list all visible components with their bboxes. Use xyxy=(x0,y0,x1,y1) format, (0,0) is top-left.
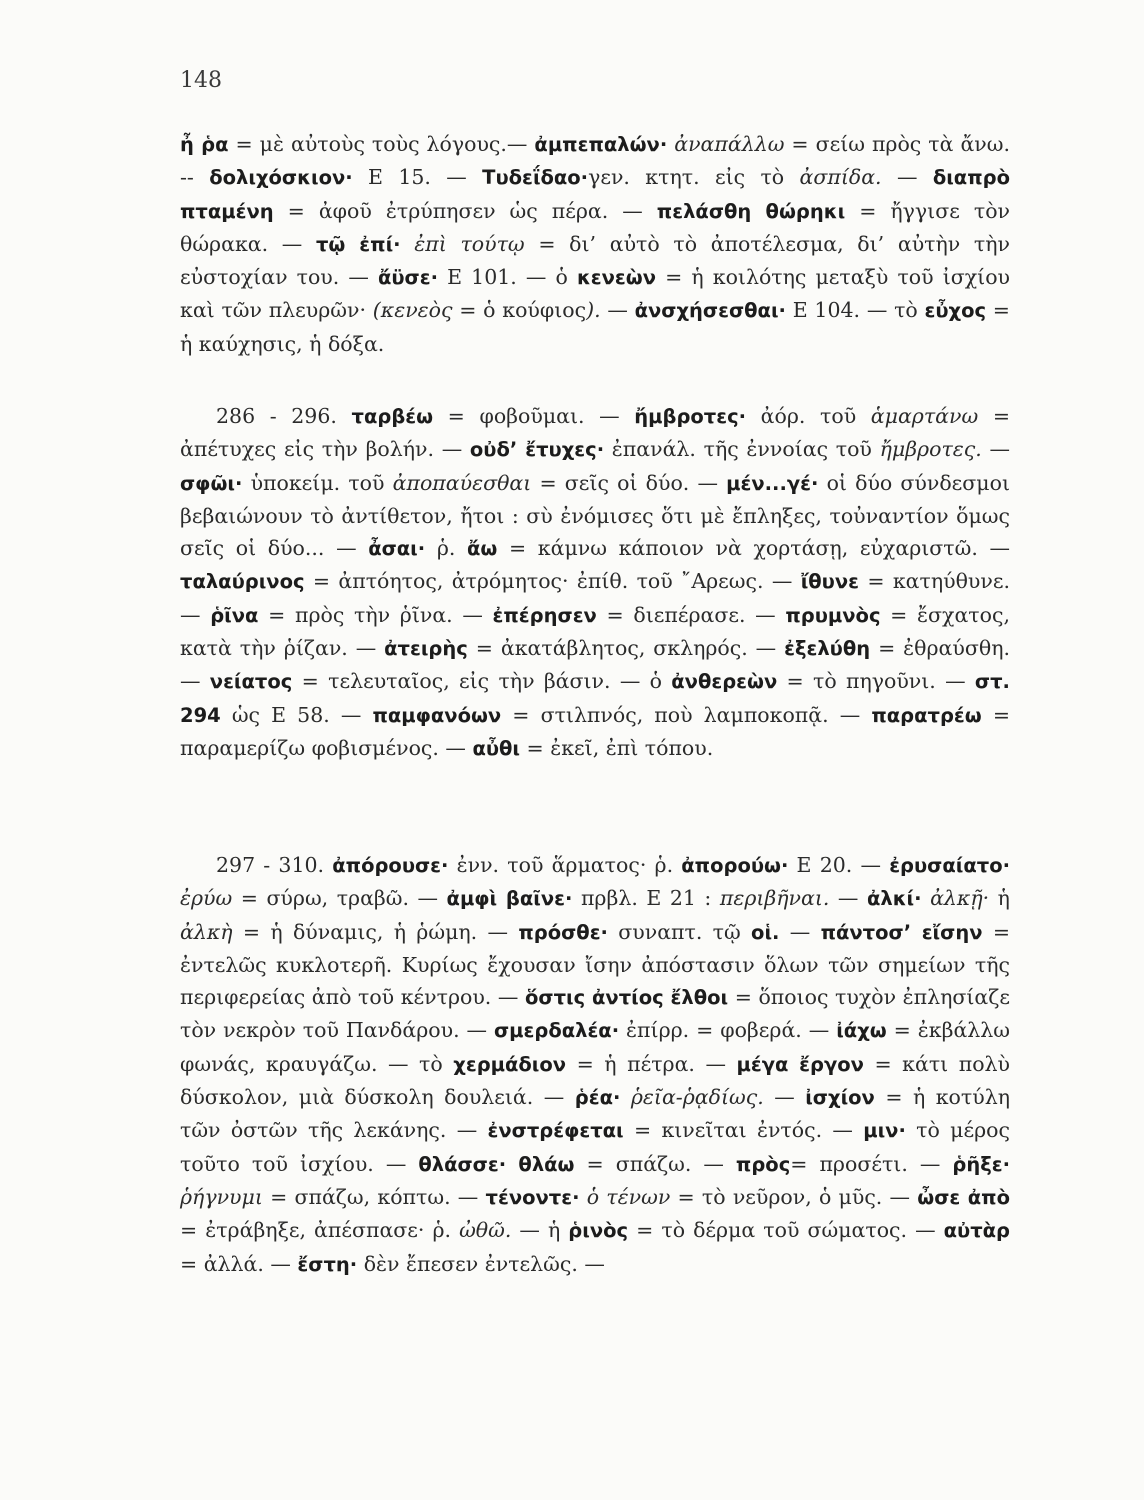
italic-term: ἀναπάλλω xyxy=(674,132,785,156)
headword: ἀμπεπαλών· xyxy=(534,133,668,156)
italic-term: ἤμβροτες. xyxy=(879,437,982,462)
headword: θλάσσε· θλάω xyxy=(418,1152,575,1176)
gloss-text: = πρὸς τὴν ῥῖνα. — xyxy=(258,602,493,627)
commentary-paragraph xyxy=(180,128,1010,360)
gloss-text: — xyxy=(779,919,821,944)
gloss-text: = κάτι πολὺ δύσκολον, μιὰ δύσκολη δουλειά. — xyxy=(180,1051,1011,1110)
gloss-text: ἡ xyxy=(989,886,1010,911)
headword: αὖθι xyxy=(472,736,521,760)
headword: ῥῖνα xyxy=(210,603,259,627)
headword: πάντοσ’ εἴσην xyxy=(820,920,983,944)
headword: χερμάδιον xyxy=(453,1052,567,1076)
italic-term: ἀλκῇ· xyxy=(930,886,990,911)
headword: ἀνσχήσεσθαι· xyxy=(634,299,786,323)
gloss-text: = σείω πρὸς τὰ ἄνω. -- xyxy=(180,132,1010,190)
gloss-text: = ἀπτόητος, ἀτρόμητος· ἐπίθ. τοῦ ῎Αρεως. — xyxy=(304,569,801,594)
gloss-text: συναπτ. τῷ xyxy=(607,919,752,944)
gloss-text: = ἐκβάλλω φωνάς, κραυγάζω. — τὸ xyxy=(180,1018,1010,1076)
gloss-text: δὲν ἔπεσεν ἐντελῶς. — xyxy=(357,1251,605,1276)
headword: εὖχος xyxy=(924,299,987,323)
headword: αὐτὰρ xyxy=(943,1219,1010,1243)
gloss-text: = τὸ νεῦρον, ὁ μῦς. — xyxy=(670,1184,918,1209)
headword: τῷ ἐπί· xyxy=(315,232,401,256)
headword: κενεὼν xyxy=(576,266,657,290)
headword: μέν...γέ· xyxy=(726,471,819,495)
gloss-text: = ἡ κοτύλη τῶν ὀστῶν τῆς λεκάνης. — xyxy=(180,1085,1010,1143)
gloss-text: = ἤγγισε τὸν θώρακα. — xyxy=(180,198,1010,256)
headword: πελάσθη θώρηκι xyxy=(656,199,846,223)
gloss-text: = δι’ αὐτὸ τὸ ἀποτέλεσμα, δι’ αὐτὴν τὴν εὐστοχίαν του. — xyxy=(180,231,1010,290)
gloss-text: = ὁ κούφιος xyxy=(452,298,587,323)
headword: δολιχόσκιον· xyxy=(209,166,353,190)
gloss-text: = κατηύθυνε. — xyxy=(180,569,1010,627)
gloss-text: = τελευταῖος, εἰς τὴν βάσιν. — ὁ xyxy=(292,669,672,694)
headword: ἀλκί· xyxy=(866,887,922,911)
headword: μιν· xyxy=(863,1119,906,1143)
headword: ἄω xyxy=(467,537,498,561)
gloss-text: Ε 104. — τὸ xyxy=(785,298,925,323)
headword: οἱ. xyxy=(751,920,780,944)
gloss-text: = ἡ κοιλότης μεταξὺ τοῦ ἰσχίου καὶ τῶν πλευρῶν· xyxy=(180,265,1010,323)
headword: ῥινὸς xyxy=(568,1219,629,1243)
headword: σφῶι· xyxy=(180,471,243,495)
gloss-text: = ἀλλά. — xyxy=(180,1251,298,1276)
gloss-text: Ε 101. — ὁ xyxy=(438,265,577,290)
headword: ἀπόρουσε· xyxy=(332,854,449,877)
gloss-text: 286 - 296. xyxy=(216,404,352,428)
italic-term: ἀσπίδα. xyxy=(799,165,882,190)
headword: ἀνθερεὼν xyxy=(671,670,778,694)
gloss-text: = ἡ δύναμις, ἡ ῥώμη. — xyxy=(232,919,519,944)
italic-term: ῥήγνυμι xyxy=(180,1184,263,1209)
headword: ἰάχω xyxy=(836,1019,887,1043)
gloss-text: ἀόρ. τοῦ xyxy=(746,404,871,428)
commentary-paragraph xyxy=(180,849,1010,1281)
headword: παρατρέω xyxy=(871,703,982,727)
headword: διαπρὸ πταμένη xyxy=(180,166,1010,223)
gloss-text: = ἔσχατος, κατὰ τὴν ῥίζαν. — xyxy=(180,602,1010,661)
gloss-text: = ἐτράβηξε, ἀπέσπασε· ῥ. xyxy=(180,1218,460,1243)
italic-term: ὠθῶ. xyxy=(459,1218,512,1243)
gloss-text: ἐνν. τοῦ ἅρματος· ῥ. xyxy=(448,853,682,877)
gloss-text: ῥ. xyxy=(425,536,468,561)
gloss-text: = ἐκεῖ, ἐπὶ τόπου. xyxy=(520,735,714,760)
headword: πρὸς xyxy=(735,1152,791,1176)
headword: ῥῆξε· xyxy=(952,1152,1010,1176)
gloss-text: οἱ δύο σύνδεσμοι βεβαιώνουν τὸ ἀντίθετον, ἤτοι : σὺ ἐνόμισες ὅτι μὲ ἔπληξες, τοὐναντίον ὅμως σεῖς οἱ δύο... — xyxy=(180,470,1010,561)
gloss-text: = ὅποιος τυχὸν ἐπλησίαζε τὸν νεκρὸν τοῦ Πανδάρου. — xyxy=(180,985,1010,1043)
gloss-text: — ἡ xyxy=(511,1218,569,1243)
gloss-text: = σεῖς οἱ δύο. — xyxy=(531,470,727,495)
headword: ἦ ῥα xyxy=(180,133,229,156)
gloss-text: = ἡ πέτρα. — xyxy=(566,1051,737,1076)
headword: ἐπέρησεν xyxy=(492,603,597,627)
gloss-text: = κάμνω κάποιον νὰ χορτάσῃ, εὐχαριστῶ. — xyxy=(497,536,1010,561)
gloss-text: ὡς Ε 58. — xyxy=(220,702,373,727)
gloss-text: = σπάζω, κόπτω. — xyxy=(262,1184,486,1209)
italic-term: ἐρύω xyxy=(180,886,233,911)
headword: παμφανόων xyxy=(372,703,502,727)
headword: ῥέα· xyxy=(574,1086,621,1110)
gloss-text: πρβλ. Ε 21 : xyxy=(572,886,720,911)
italic-term: ἐπὶ τούτῳ xyxy=(414,231,525,256)
gloss-text: ἐπανάλ. τῆς ἐννοίας τοῦ xyxy=(604,437,880,462)
gloss-text: Ε 20. — xyxy=(788,853,890,877)
gloss-text: = ἀφοῦ ἐτρύπησεν ὡς πέρα. — xyxy=(273,198,657,223)
italic-term: ῥεῖα-ῥᾳδίως. xyxy=(630,1085,764,1110)
headword: ἀμφὶ βαῖνε· xyxy=(446,887,573,911)
paragraph-text xyxy=(180,128,1010,360)
gloss-text xyxy=(922,886,931,910)
headword: ταλαύρινος xyxy=(180,570,305,594)
headword: ἴθυνε xyxy=(800,570,859,594)
gloss-text: = ἀκατάβλητος, σκληρός. — xyxy=(467,636,785,661)
headword: ἐρυσαίατο· xyxy=(889,854,1010,877)
headword: ἀτειρὴς xyxy=(384,637,468,661)
gloss-text: — xyxy=(881,165,933,190)
gloss-text: = μὲ αὐτοὺς τοὺς λόγους.— xyxy=(228,132,535,156)
gloss-text: = φοβοῦμαι. — xyxy=(433,404,635,428)
gloss-text: = σύρω, τραβῶ. — xyxy=(232,886,447,911)
headword: ἆσαι· xyxy=(368,537,426,561)
gloss-text: = ἡ καύχησις, ἡ δόξα. xyxy=(180,298,1010,356)
page-number: 148 xyxy=(180,68,222,93)
headword: μέγα ἔργον xyxy=(736,1052,864,1076)
headword: νείατος xyxy=(209,670,293,694)
gloss-text xyxy=(580,1185,587,1209)
headword: ὦσε ἀπὸ xyxy=(917,1185,1010,1209)
paragraph-text xyxy=(180,400,1010,765)
headword: ταρβέω xyxy=(351,405,434,428)
headword: ἤμβροτες· xyxy=(634,405,747,428)
gloss-text: = ἀπέτυχες εἰς τὴν βολήν. — xyxy=(180,404,1010,462)
gloss-text: γεν. κτητ. εἰς τὸ xyxy=(588,165,800,190)
headword: ὅστις ἀντίος ἔλθοι xyxy=(524,986,729,1010)
gloss-text: = ἐθραύσθη. — xyxy=(180,636,1010,694)
gloss-text: = κινεῖται ἐντός. — xyxy=(623,1118,864,1143)
headword: στ. 294 xyxy=(180,670,1010,727)
italic-term: (κενεὸς xyxy=(372,298,453,323)
headword: ἔστη· xyxy=(297,1252,358,1276)
gloss-text xyxy=(401,232,415,256)
gloss-text: = ἐντελῶς κυκλοτερῆ. Κυρίως ἔχουσαν ἴσην ἀπόστασιν ὅλων τῶν σημείων τῆς περιφερείας ἀπὸ τοῦ κέντρου. — xyxy=(180,919,1011,1010)
headword: ἐνστρέφεται xyxy=(487,1119,624,1143)
gloss-text: — xyxy=(981,437,1010,462)
italic-term: ὁ τένων xyxy=(586,1184,671,1209)
italic-term: ἁμαρτάνω xyxy=(870,404,979,428)
gloss-text: ὑποκείμ. τοῦ xyxy=(242,470,393,495)
gloss-text: = παραμερίζω φοβισμένος. — xyxy=(180,702,1010,760)
gloss-text: = τὸ δέρμα τοῦ σώματος. — xyxy=(628,1218,944,1243)
headword: ἀπορούω· xyxy=(681,854,789,877)
italic-term: ἀλκὴ xyxy=(180,919,233,944)
headword: πρυμνὸς xyxy=(785,603,881,627)
headword: ἰσχίον xyxy=(805,1086,875,1110)
gloss-text: = τὸ πηγοῦνι. — xyxy=(777,669,975,694)
gloss-text: — xyxy=(763,1085,806,1110)
gloss-text: Ε 15. — xyxy=(352,165,483,190)
headword: πρόσθε· xyxy=(518,920,608,944)
gloss-text: = στιλπνός, ποὺ λαμποκοπᾷ. — xyxy=(501,702,872,727)
italic-term: περιβῆναι. xyxy=(719,886,830,911)
gloss-text: 297 - 310. xyxy=(216,853,333,877)
paragraph-text xyxy=(180,849,1010,1281)
headword: ἐξελύθη xyxy=(784,637,871,661)
gloss-text: — xyxy=(600,298,635,323)
gloss-text xyxy=(620,1085,630,1109)
headword: οὐδ’ ἔτυχες· xyxy=(469,438,605,462)
headword: σμερδαλέα· xyxy=(493,1019,620,1043)
italic-term: ). xyxy=(586,298,601,323)
gloss-text: = διεπέρασε. — xyxy=(596,602,786,627)
gloss-text: ἐπίρρ. = φοβερά. — xyxy=(619,1018,837,1043)
commentary-paragraph xyxy=(180,400,1010,765)
gloss-text: = σπάζω. — xyxy=(574,1151,736,1176)
gloss-text: — xyxy=(829,886,867,911)
italic-term: ἀποπαύεσθαι xyxy=(392,470,532,495)
gloss-text: τὸ μέρος τοῦτο τοῦ ἰσχίου. — xyxy=(180,1118,1010,1176)
headword: τένοντε· xyxy=(485,1185,580,1209)
gloss-text: = προσέτι. — xyxy=(790,1151,953,1176)
headword: Τυδεΐδαο· xyxy=(482,166,589,190)
headword: ἄϋσε· xyxy=(377,266,438,290)
